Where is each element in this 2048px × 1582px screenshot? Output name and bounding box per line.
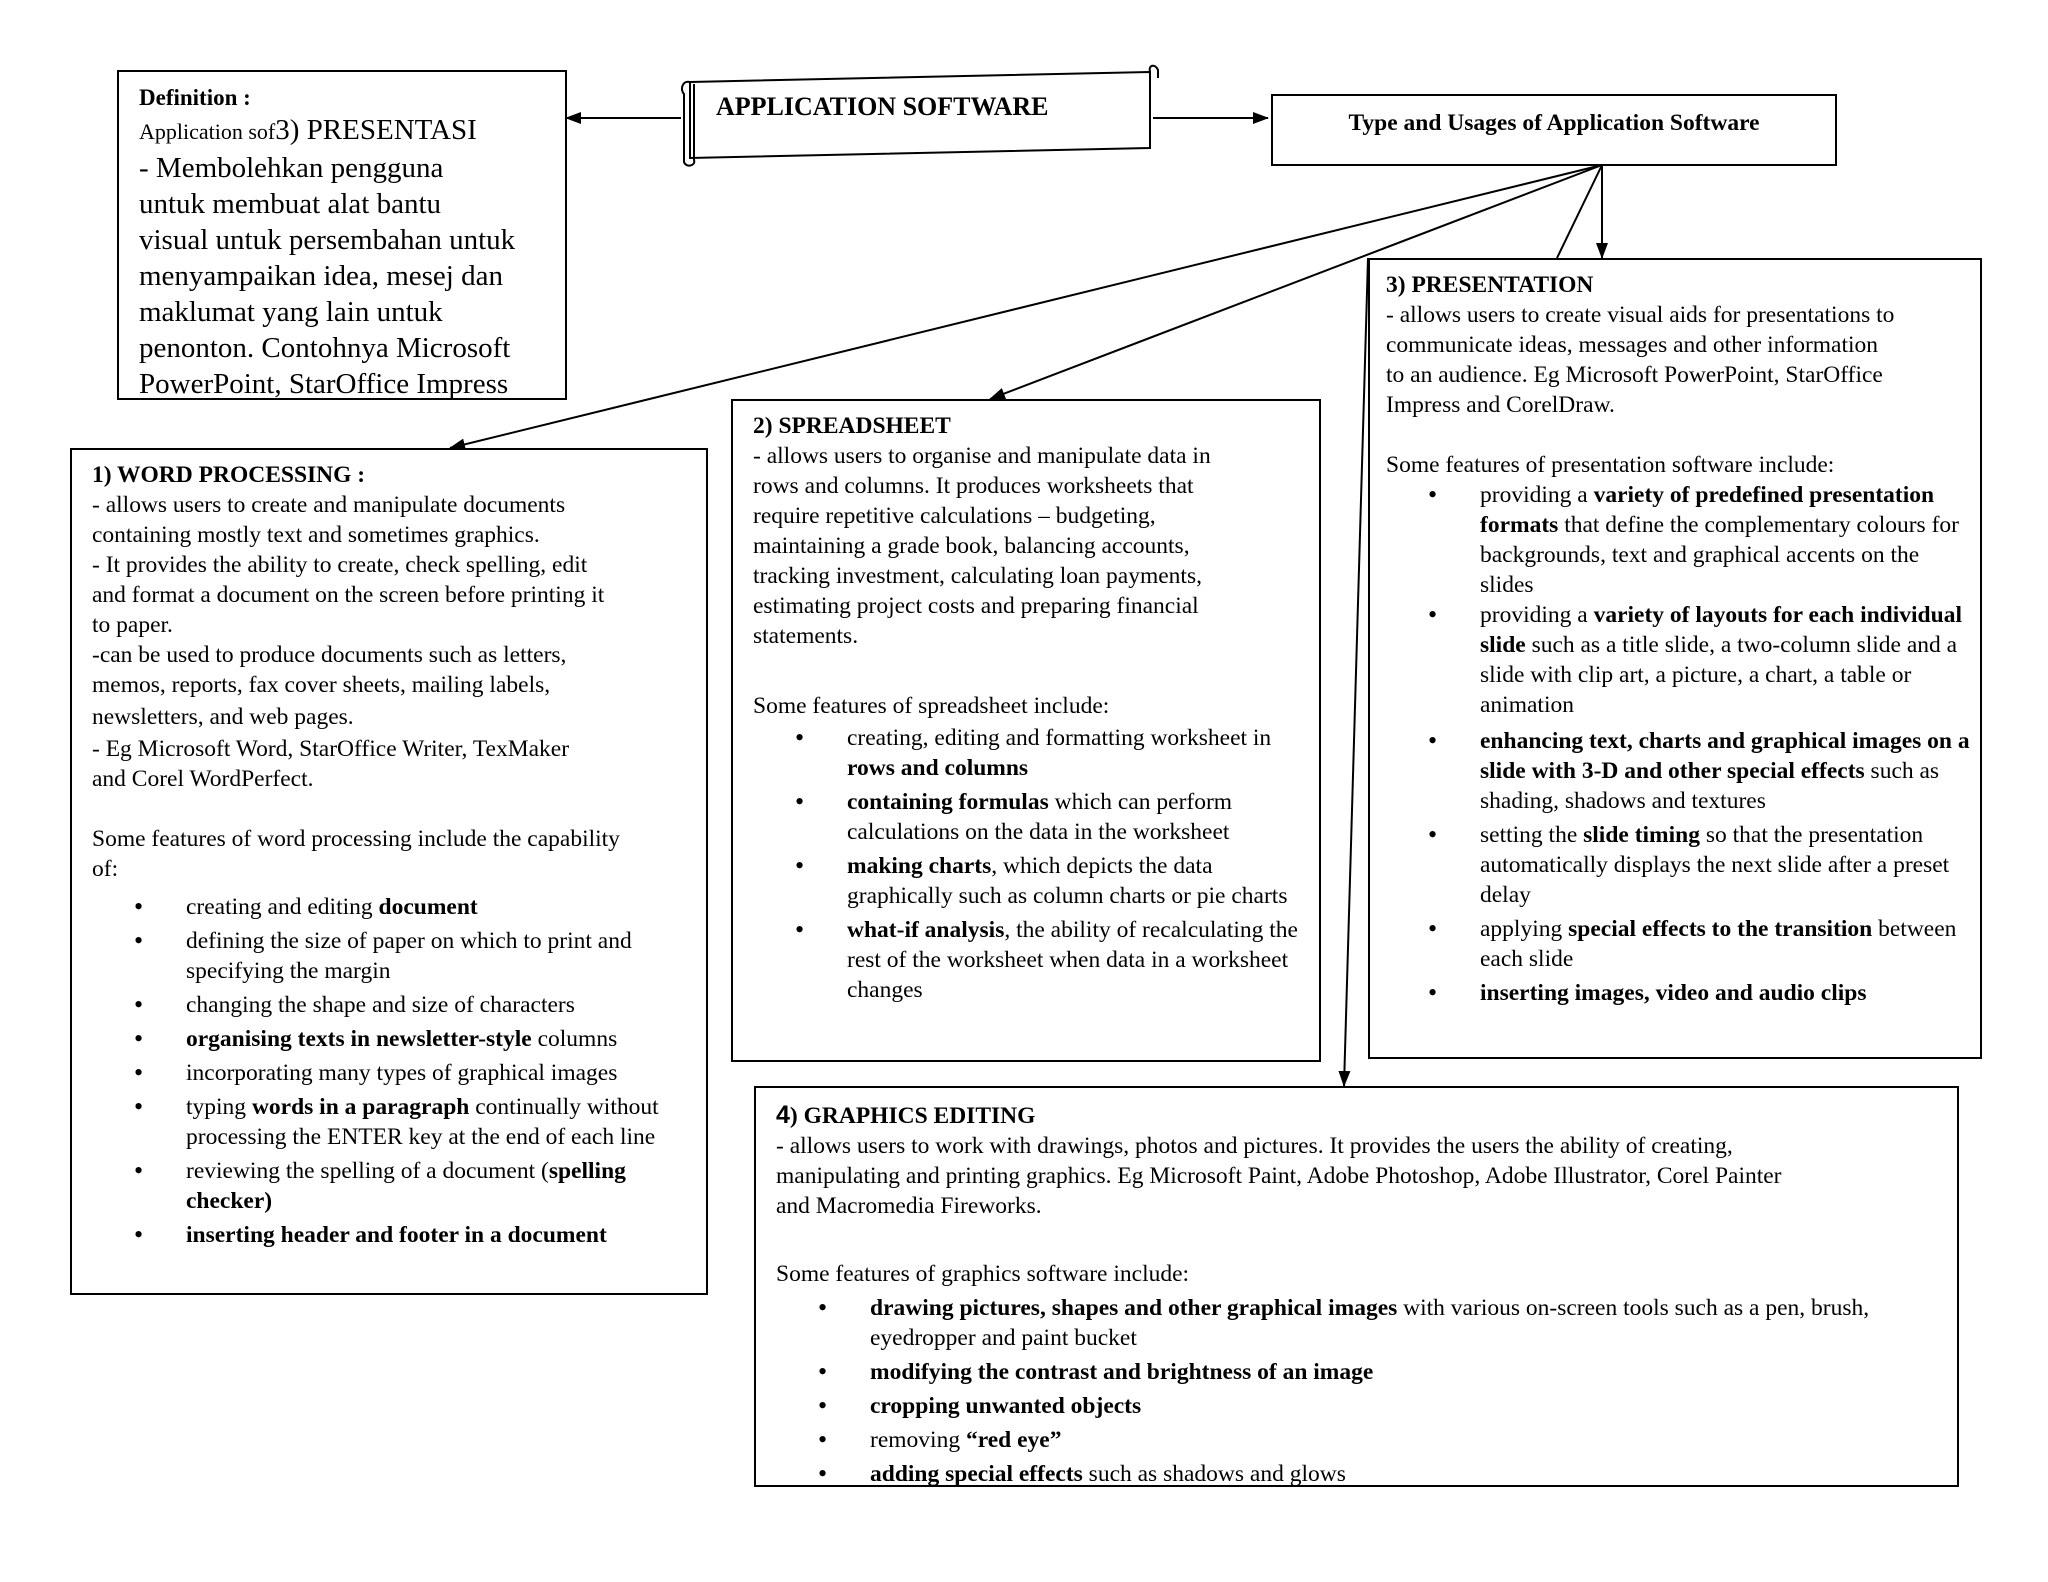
presentation-features-intro: Some features of presentation software include: (1386, 452, 1835, 478)
graphics-line: manipulating and printing graphics. Eg Microsoft Paint, Adobe Photoshop, Adobe Illustrator, Corel Painter (776, 1163, 1782, 1189)
feature-item (1480, 726, 1970, 816)
feature-post: that define the complementary colours for backgrounds, text and graphical accents on the slides (1480, 512, 1959, 598)
definition-line: visual untuk persembahan untuk (139, 224, 516, 256)
word-processing-line: and format a document on the screen before printing it (92, 582, 605, 608)
feature-post: which can perform calculations on the data in the worksheet (847, 789, 1233, 845)
feature-item (1480, 820, 1970, 910)
presentation-line: communicate ideas, messages and other information (1386, 332, 1879, 358)
feature-item (1480, 914, 1970, 974)
feature-item (186, 926, 686, 986)
feature-item (1480, 480, 1970, 600)
feature-bold: variety of predefined presentation formats (1480, 482, 1935, 538)
feature-post: so that the presentation automatically displays the next slide after a preset delay (1480, 822, 1950, 908)
feature-post: between each slide (1480, 916, 1957, 972)
word-processing-line: - It provides the ability to create, check spelling, edit (92, 552, 588, 578)
arrow-to-graphics (1344, 258, 1368, 1086)
feature-pre: creating, editing and formatting worksheet in (847, 725, 1272, 751)
feature-item (847, 915, 1307, 1005)
spreadsheet-line: rows and columns. It produces worksheets that (753, 473, 1194, 499)
feature-bold: variety of layouts for each individual slide (1480, 602, 1962, 658)
feature-item (870, 1293, 1930, 1353)
feature-bold: making charts (847, 853, 992, 879)
spreadsheet-line: require repetitive calculations – budgeting, (753, 503, 1156, 529)
feature-bold: slide timing (1583, 822, 1700, 848)
feature-bold: what-if analysis (847, 917, 1005, 943)
feature-item (186, 892, 686, 922)
word-processing-line: -can be used to produce documents such as letters, (92, 642, 567, 668)
feature-pre: changing the shape and size of characters (186, 992, 575, 1018)
feature-item (1480, 978, 1970, 1008)
feature-item (1480, 600, 1970, 720)
presentation-heading: 3) PRESENTATION (1386, 272, 1594, 298)
feature-pre: applying (1480, 916, 1569, 942)
feature-post: such as shadows and glows (1082, 1461, 1346, 1487)
feature-item (186, 1220, 686, 1250)
graphics-heading-text: ) GRAPHICS EDITING (789, 1103, 1036, 1129)
feature-bold: organising texts in newsletter-style (186, 1026, 532, 1052)
graphics-heading (776, 1100, 1957, 1131)
word-processing-features-intro: Some features of word processing include the capability (92, 826, 620, 852)
presentation-box (1368, 258, 1982, 1059)
feature-bold: special effects to the transition (1568, 916, 1873, 942)
word-processing-line: containing mostly text and sometimes graphics. (92, 522, 540, 548)
definition-heading: Definition : (139, 85, 251, 110)
spreadsheet-heading: 2) SPREADSHEET (753, 413, 951, 439)
feature-pre: reviewing the spelling of a document ( (186, 1158, 549, 1184)
word-processing-line: newsletters, and web pages. (92, 704, 354, 730)
feature-item (186, 1024, 686, 1054)
feature-pre: typing (186, 1094, 252, 1120)
feature-bold: containing formulas (847, 789, 1049, 815)
feature-pre: setting the (1480, 822, 1584, 848)
feature-pre: providing a (1480, 482, 1594, 508)
app-software-title: APPLICATION SOFTWARE (716, 92, 1049, 121)
graphics-heading-num: 4 (776, 1101, 790, 1129)
feature-item (870, 1357, 1930, 1387)
presentation-line: Impress and CorelDraw. (1386, 392, 1615, 418)
spreadsheet-line: tracking investment, calculating loan payments, (753, 563, 1202, 589)
definition-line: menyampaikan idea, mesej dan (139, 260, 503, 292)
word-processing-line: memos, reports, fax cover sheets, mailing labels, (92, 672, 551, 698)
spreadsheet-box (731, 399, 1321, 1062)
feature-item (186, 1156, 686, 1216)
word-processing-line: and Corel WordPerfect. (92, 766, 314, 792)
feature-pre: defining the size of paper on which to print and specifying the margin (186, 928, 632, 984)
feature-post: with various on-screen tools such as a pen, brush, eyedropper and paint bucket (870, 1295, 1870, 1351)
types-usages-label: Type and Usages of Application Software (1348, 110, 1760, 136)
definition-line: 3) PRESENTASI (275, 114, 477, 146)
spreadsheet-line: maintaining a grade book, balancing accounts, (753, 533, 1190, 559)
word-processing-line: to paper. (92, 612, 173, 638)
definition-box (117, 70, 567, 400)
feature-bold: words in a paragraph (251, 1094, 470, 1120)
feature-post: such as shading, shadows and textures (1480, 758, 1940, 814)
feature-item (186, 990, 686, 1020)
spreadsheet-features (847, 723, 1307, 1005)
word-processing-line: - allows users to create and manipulate documents (92, 492, 566, 518)
feature-item (186, 1092, 686, 1152)
spreadsheet-line: - allows users to organise and manipulate data in (753, 443, 1211, 469)
feature-bold: rows and columns (847, 755, 1029, 781)
presentation-line: to an audience. Eg Microsoft PowerPoint, StarOffice (1386, 362, 1883, 388)
feature-post: columns (531, 1026, 618, 1052)
definition-line: PowerPoint, StarOffice Impress (139, 368, 509, 400)
feature-pre: creating and editing (186, 894, 379, 920)
word-processing-features-intro: of: (92, 856, 119, 882)
spreadsheet-features-intro: Some features of spreadsheet include: (753, 693, 1110, 719)
feature-bold: modifying the contrast and brightness of an image (870, 1359, 1374, 1385)
definition-line: penonton. Contohnya Microsoft (139, 332, 511, 364)
word-processing-heading: 1) WORD PROCESSING : (92, 462, 366, 488)
graphics-features-intro: Some features of graphics software include: (776, 1261, 1190, 1287)
feature-bold: drawing pictures, shapes and other graphical images (870, 1295, 1398, 1321)
spreadsheet-line: estimating project costs and preparing financial (753, 593, 1199, 619)
feature-bold: “red eye” (965, 1427, 1062, 1453)
feature-post: continually without processing the ENTER key at the end of each line (186, 1094, 659, 1150)
feature-bold: inserting header and footer in a document (186, 1222, 607, 1248)
presentation-line: - allows users to create visual aids for presentations to (1386, 302, 1895, 328)
word-processing-line: - Eg Microsoft Word, StarOffice Writer, TexMaker (92, 736, 570, 762)
word-processing-features (186, 892, 686, 1250)
graphics-features (870, 1293, 1930, 1487)
feature-item (870, 1425, 1930, 1455)
graphics-line: - allows users to work with drawings, photos and pictures. It provides the users the ability of creating, (776, 1133, 1733, 1159)
word-processing-box (70, 448, 708, 1295)
feature-post: , the ability of recalculating the rest of the worksheet when data in a worksheet changes (847, 917, 1298, 1003)
definition-line: - Membolehkan pengguna (139, 152, 444, 184)
feature-bold: enhancing text, charts and graphical images on a slide with 3-D and other special effects (1480, 728, 1970, 784)
spreadsheet-line: statements. (753, 623, 859, 649)
feature-item (847, 851, 1307, 911)
feature-bold: cropping unwanted objects (870, 1393, 1142, 1419)
feature-item (186, 1058, 686, 1088)
feature-bold: spelling checker) (186, 1158, 626, 1214)
feature-item (847, 723, 1307, 783)
feature-post: , which depicts the data graphically such as column charts or pie charts (847, 853, 1288, 909)
definition-line: untuk membuat alat bantu (139, 188, 442, 220)
feature-bold: inserting images, video and audio clips (1480, 980, 1867, 1006)
graphics-editing-box (754, 1086, 1959, 1487)
feature-bold: adding special effects (870, 1461, 1083, 1487)
feature-post: such as a title slide, a two-column slide and a slide with clip art, a picture, a chart, a table or animation (1480, 632, 1958, 718)
definition-prefix: Application sof (139, 119, 276, 144)
definition-line: maklumat yang lain untuk (139, 296, 443, 328)
feature-bold: document (378, 894, 478, 920)
feature-pre: removing (870, 1427, 966, 1453)
graphics-line: and Macromedia Fireworks. (776, 1193, 1042, 1219)
feature-pre: providing a (1480, 602, 1594, 628)
feature-item (847, 787, 1307, 847)
presentation-features (1480, 480, 1970, 1008)
types-usages-box (1271, 94, 1837, 166)
feature-pre: incorporating many types of graphical images (186, 1060, 618, 1086)
feature-item (870, 1459, 1930, 1487)
feature-item (870, 1391, 1930, 1421)
